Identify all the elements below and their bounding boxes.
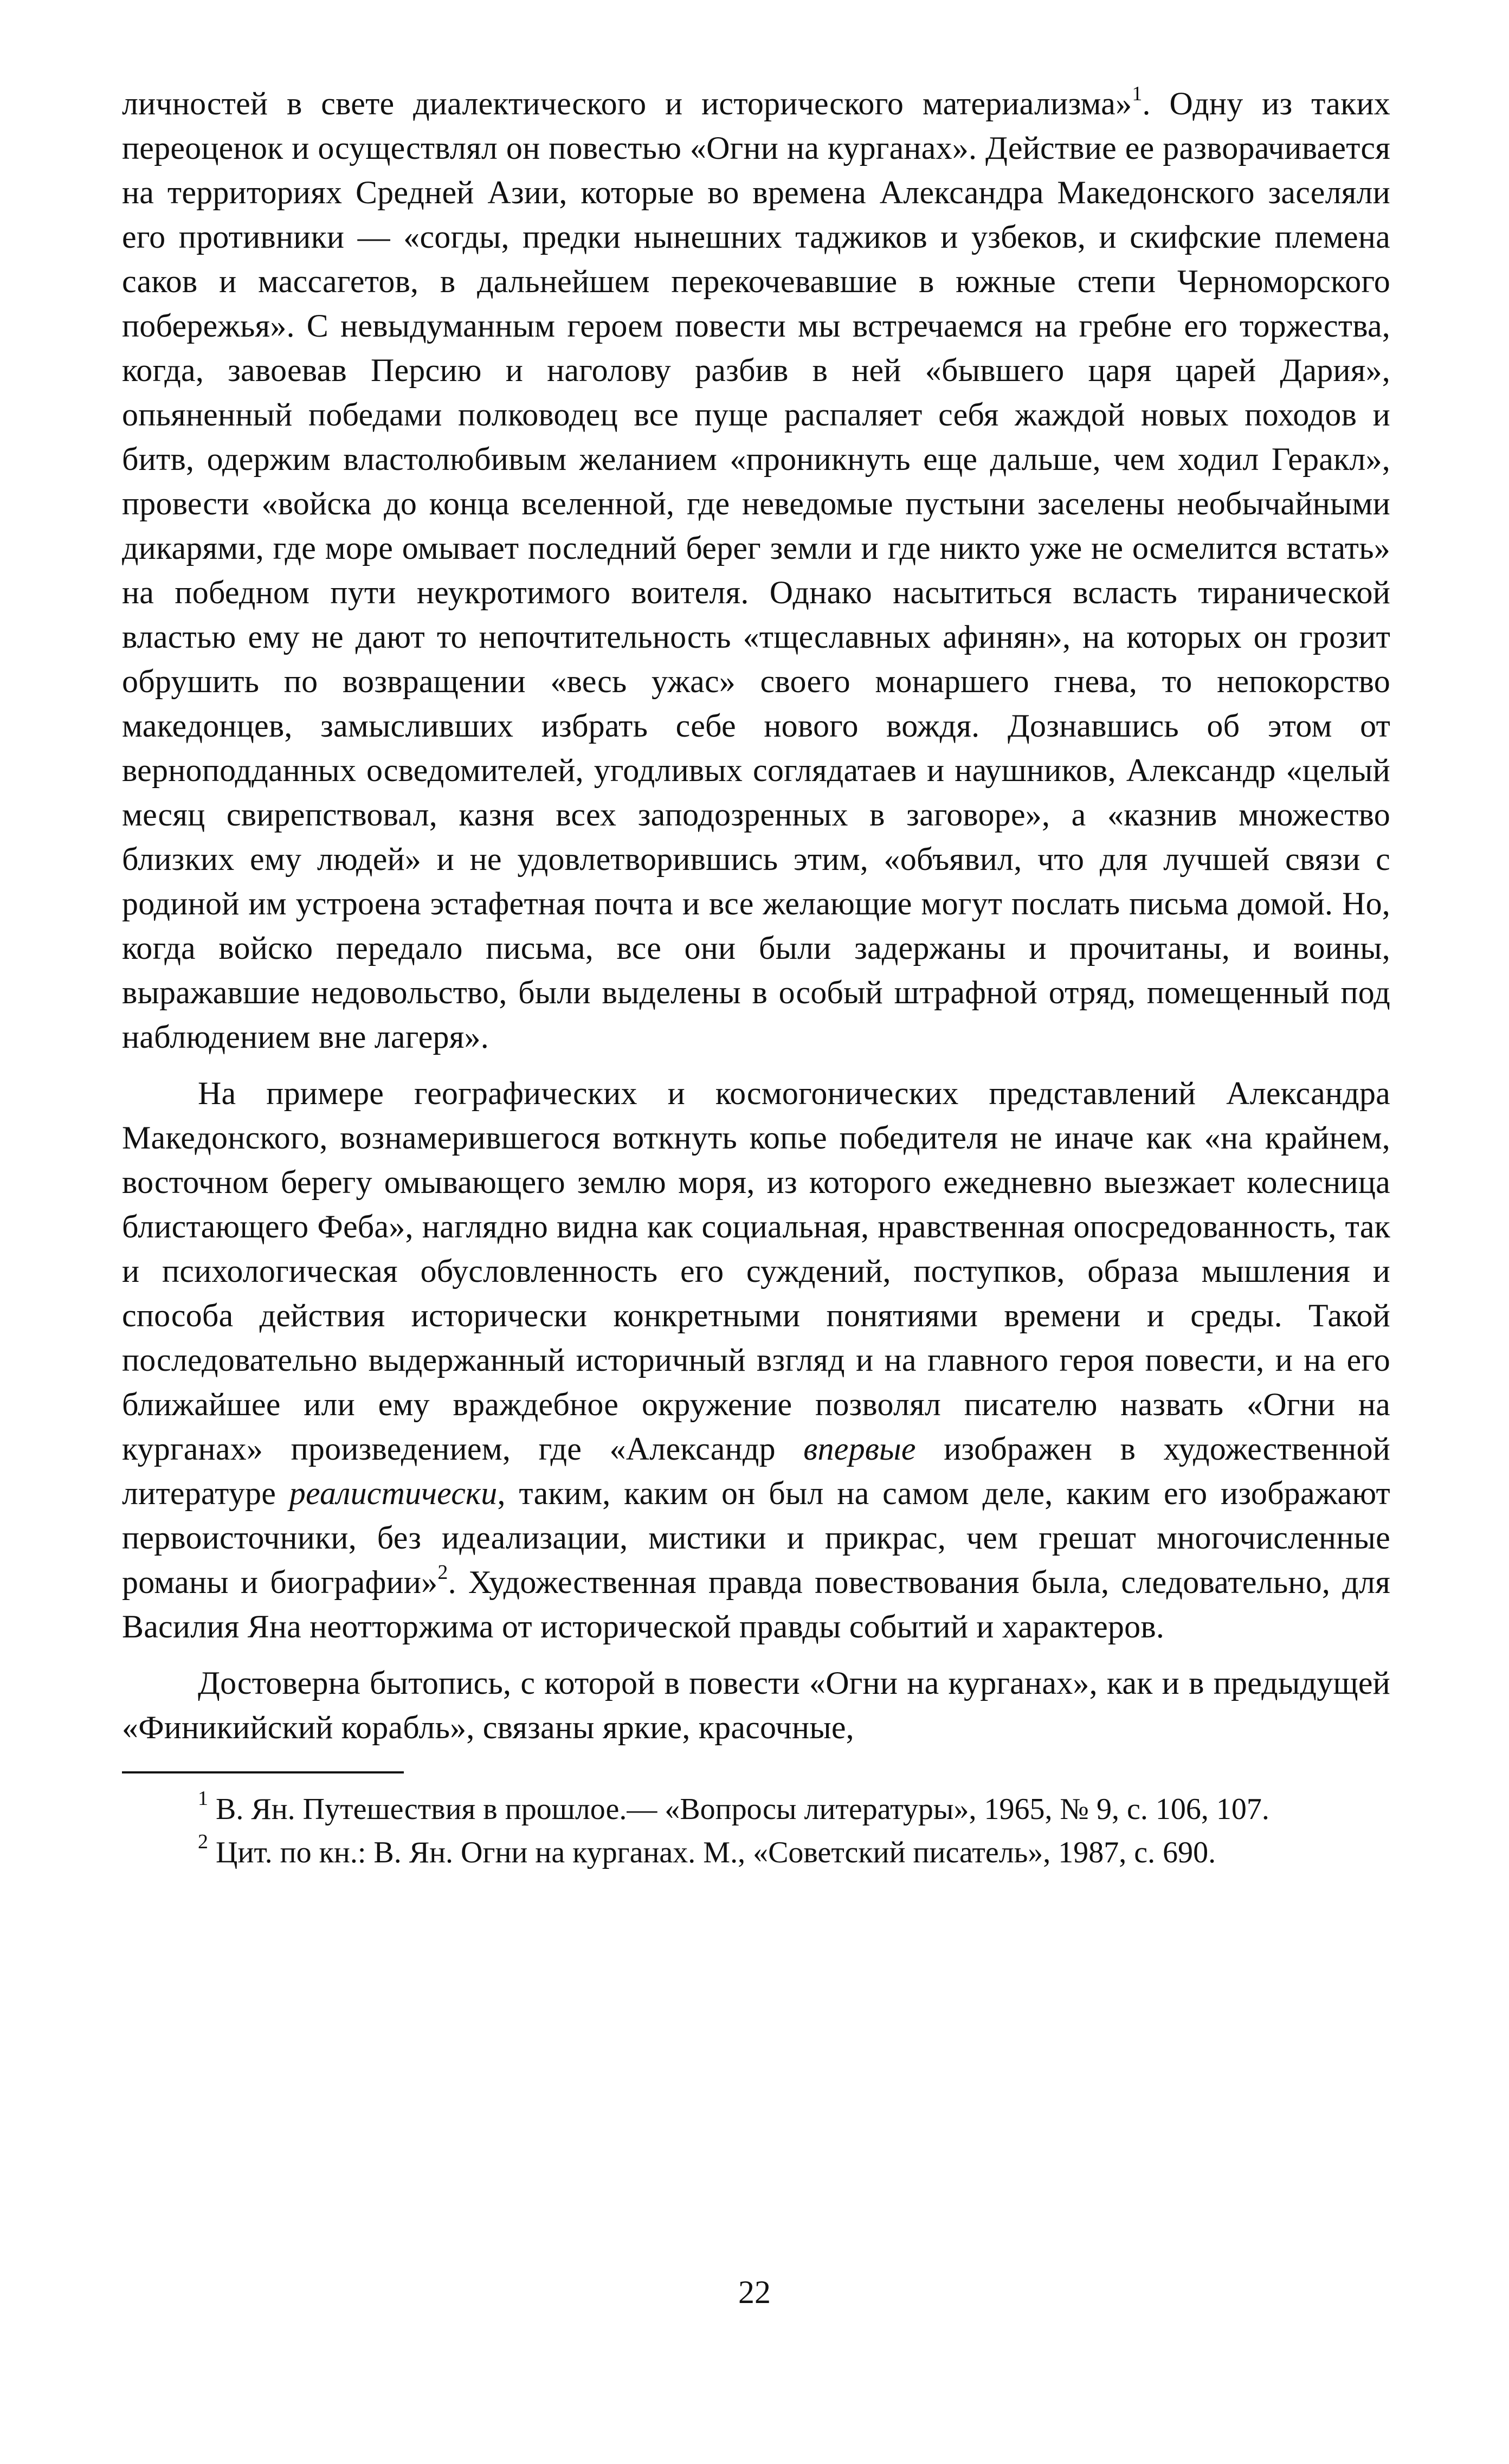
footnote-ref-2: 2: [437, 1561, 448, 1584]
paragraph-1-start: личностей в свете диалектического и исторического материализма»: [122, 86, 1132, 121]
footnote-2-text: Цит. по кн.: В. Ян. Огни на курганах. М., «Советский писатель», 1987, с. 690.: [208, 1836, 1216, 1869]
page-number: 22: [738, 2274, 771, 2310]
paragraph-2-emphasis-1: впервые: [803, 1431, 916, 1467]
paragraph-3: Достоверна бытопись, с которой в повести «Огни на курганах», как и в предыдущей «Финикийский корабль», связаны яркие, красочные,: [122, 1665, 1390, 1745]
footnote-1-mark: 1: [198, 1787, 208, 1810]
paragraph-2-emphasis-2: реалистически: [289, 1475, 498, 1511]
footnote-2: [122, 1831, 1390, 1874]
paragraph-1: [122, 81, 1390, 1059]
page-body: [122, 81, 1390, 1874]
paragraph-2: [122, 1071, 1390, 1649]
paragraph-2-part-2: изображен в художественной литературе: [122, 1431, 1390, 1511]
footnote-2-mark: 2: [198, 1830, 208, 1853]
footnote-1: [122, 1788, 1390, 1831]
footnote-1-text: В. Ян. Путешествия в прошлое.— «Вопросы литературы», 1965, № 9, с. 106, 107.: [208, 1792, 1269, 1826]
paragraph-1-rest: . Одну из таких переоценок и осуществлял он повестью «Огни на курганах». Действие ее разворачивается на территориях Средней Азии, которые во времена Александра Македонского заселяли его противники — «согды, предки нынешних таджиков и узбеков, и скифские племена саков и массагетов, в дальнейшем перекочевавшие в южные степи Черноморского побережья». С невыдуманным героем повести мы встречаемся на гребне его торжества, когда, завоевав Персию и наголову разбив в ней «бывшего царя царей Дария», опьяненный победами полководец все пуще распаляет себя жаждой новых походов и битв, одержим властолюбивым желанием «проникнуть еще дальше, чем ходил Геракл», провести «войска до конца вселенной, где неведомые пустыни заселены необычайными дикарями, где море омывает последний берег земли и где никто уже не осмелится встать» на победном пути неукротимого воителя. Однако насытиться всласть тиранической властью ему не дают то непочтительность «тщеславных афинян», на которых он грозит обрушить по возвращении «весь ужас» своего монаршего гнева, то непокорство македонцев, замысливших избрать себе нового вождя. Дознавшись об этом от верноподданных осведомителей, угодливых соглядатаев и наушников, Александр «целый месяц свирепствовал, казня всех заподозренных в заговоре», а «казнив множество близких ему людей» и не удовлетворившись этим, «объявил, что для лучшей связи с родиной им устроена эстафетная почта и все желающие могут послать письма домой. Но, когда войско передало письма, все они были задержаны и прочитаны, и воины, выражавшие недовольство, были выделены в особый штрафной отряд, помещенный под наблюдением вне лагеря».: [122, 86, 1390, 1055]
footnote-ref-1: 1: [1132, 82, 1143, 105]
footnote-divider: [122, 1771, 404, 1773]
paragraph-2-part-3: , таким, каким он был на самом деле, каким его изображают первоисточники, без идеализации, мистики и прикрас, чем грешат многочисленные романы и биографии»: [122, 1475, 1390, 1600]
paragraph-2-part-1: На примере географических и космогонических представлений Александра Македонского, вознамерившегося воткнуть копье победителя не иначе как «на крайнем, восточном берегу омывающего землю моря, из которого ежедневно выезжает колесница блистающего Феба», наглядно видна как социальная, нравственная опосредованность, так и психологическая обусловленность его суждений, поступков, образа мышления и способа действия исторически конкретными понятиями времени и среды. Такой последовательно выдержанный историчный взгляд и на главного героя повести, и на его ближайшее или ему враждебное окружение позволял писателю назвать «Огни на курганах» произведением, где «Александр: [122, 1075, 1390, 1467]
paragraph-2-part-4: . Художественная правда повествования была, следовательно, для Василия Яна неотторжима от исторической правды событий и характеров.: [122, 1564, 1390, 1644]
